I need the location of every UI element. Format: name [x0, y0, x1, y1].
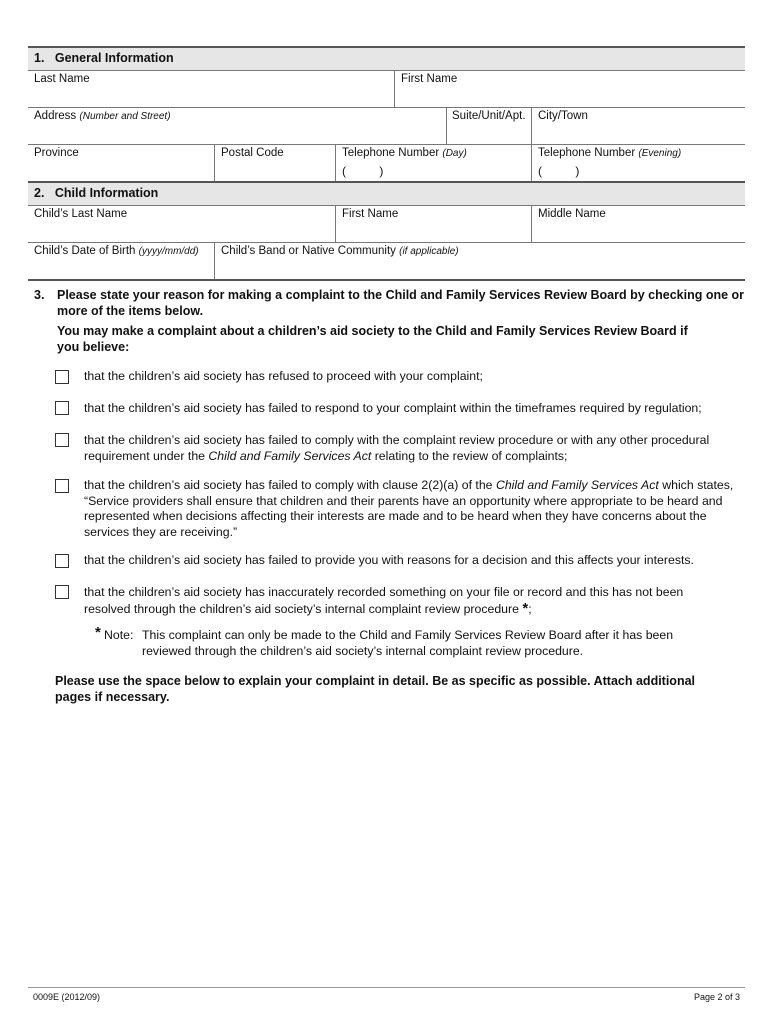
city-label: City/Town — [538, 110, 588, 122]
child-last-name-label: Child’s Last Name — [34, 208, 128, 220]
complaint-details-textarea[interactable] — [28, 712, 745, 982]
form-code: 0009E (2012/09) — [33, 992, 101, 1002]
section-1-number: 1. — [34, 51, 45, 65]
section-3-question: Please state your reason for making a complaint to the Child and Family Services Review Board by checking one or more of the items below. — [57, 288, 745, 318]
address-field[interactable] — [28, 108, 446, 144]
section-2-number: 2. — [34, 186, 45, 200]
item-inaccurately-recorded: that the children’s aid society has inaccurately recorded something on your file or record and this has not been resolved through the children’s aid society’s internal complaint review procedure *; — [84, 585, 684, 617]
note-line-1: This complaint can only be made to the Child and Family Services Review Board after it has been — [142, 628, 674, 642]
child-band-field[interactable] — [215, 243, 745, 279]
child-band-label: Child’s Band or Native Community (if applicable) — [221, 245, 459, 257]
item-refused-to-proceed: that the children’s aid society has refused to proceed with your complaint; — [84, 369, 483, 383]
child-first-name-field[interactable] — [336, 206, 531, 242]
checkbox-failed-clause[interactable] — [55, 479, 69, 493]
child-first-name-label: First Name — [342, 208, 399, 220]
item-failed-reasons: that the children’s aid society has failed to provide you with reasons for a decision and this affects your interests. — [84, 553, 694, 567]
telephone-evening-area-code: ( ) — [538, 164, 580, 178]
address-label: Address (Number and Street) — [34, 110, 171, 122]
child-last-name-field[interactable] — [28, 206, 335, 242]
telephone-day-area-code: ( ) — [342, 164, 384, 178]
child-dob-label: Child’s Date of Birth (yyyy/mm/dd) — [34, 245, 199, 257]
province-label: Province — [34, 147, 79, 159]
last-name-field[interactable] — [28, 70, 394, 107]
postal-code-field[interactable] — [215, 145, 335, 181]
suite-label: Suite/Unit/Apt. — [452, 110, 526, 122]
last-name-label: Last Name — [34, 73, 90, 85]
item-failed-to-respond: that the children’s aid society has failed to respond to your complaint within the timeframes required by regulation; — [84, 401, 702, 415]
page-number: Page 2 of 3 — [693, 992, 740, 1002]
telephone-day-label: Telephone Number (Day) — [342, 147, 467, 159]
province-field[interactable] — [28, 145, 214, 181]
item-failed-clause: that the children’s aid society has failed to comply with clause 2(2)(a) of the Child and Family Services Act which states, “Service providers shall ensure that children and their parents have an opportunity where appropriate to be heard and represented when decisions affecting their interests are made and to be heard when they have concerns about the services they are receiving.” — [84, 478, 734, 539]
telephone-evening-field[interactable] — [532, 145, 745, 181]
first-name-label: First Name — [401, 73, 458, 85]
city-field[interactable] — [532, 108, 745, 144]
note-star: * — [95, 624, 101, 641]
section-1-header — [28, 46, 745, 71]
note-label: Note: — [104, 628, 134, 642]
child-dob-field[interactable] — [28, 243, 214, 279]
explain-instruction: Please use the space below to explain your complaint in detail. Be as specific as possible. Attach additional pages if necessary. — [55, 674, 696, 704]
child-middle-name-field[interactable] — [532, 206, 745, 242]
child-middle-name-label: Middle Name — [538, 208, 606, 220]
checkbox-refused-to-proceed[interactable] — [55, 370, 69, 384]
first-name-field[interactable] — [395, 70, 745, 107]
postal-code-label: Postal Code — [221, 147, 284, 159]
telephone-day-field[interactable] — [336, 145, 531, 181]
section-1-title: General Information — [54, 51, 174, 65]
item-failed-procedure: that the children’s aid society has failed to comply with the complaint review procedure or with any other procedural requirement under the Child and Family Services Act relating to the review of complaints; — [84, 433, 710, 463]
checkbox-inaccurately-recorded[interactable] — [55, 585, 69, 599]
checkbox-failed-procedure[interactable] — [55, 433, 69, 447]
section-3-intro: You may make a complaint about a children’s aid society to the Child and Family Services Review Board if you believe: — [57, 324, 688, 354]
telephone-evening-label: Telephone Number (Evening) — [538, 147, 682, 159]
section-2-header — [28, 181, 745, 206]
section-2-title: Child Information — [54, 186, 159, 200]
section-3-number: 3. — [34, 288, 45, 302]
checkbox-failed-reasons[interactable] — [55, 554, 69, 568]
note-line-2: reviewed through the children’s aid society’s internal complaint review procedure. — [142, 644, 584, 658]
checkbox-failed-to-respond[interactable] — [55, 401, 69, 415]
suite-field[interactable] — [447, 108, 531, 144]
